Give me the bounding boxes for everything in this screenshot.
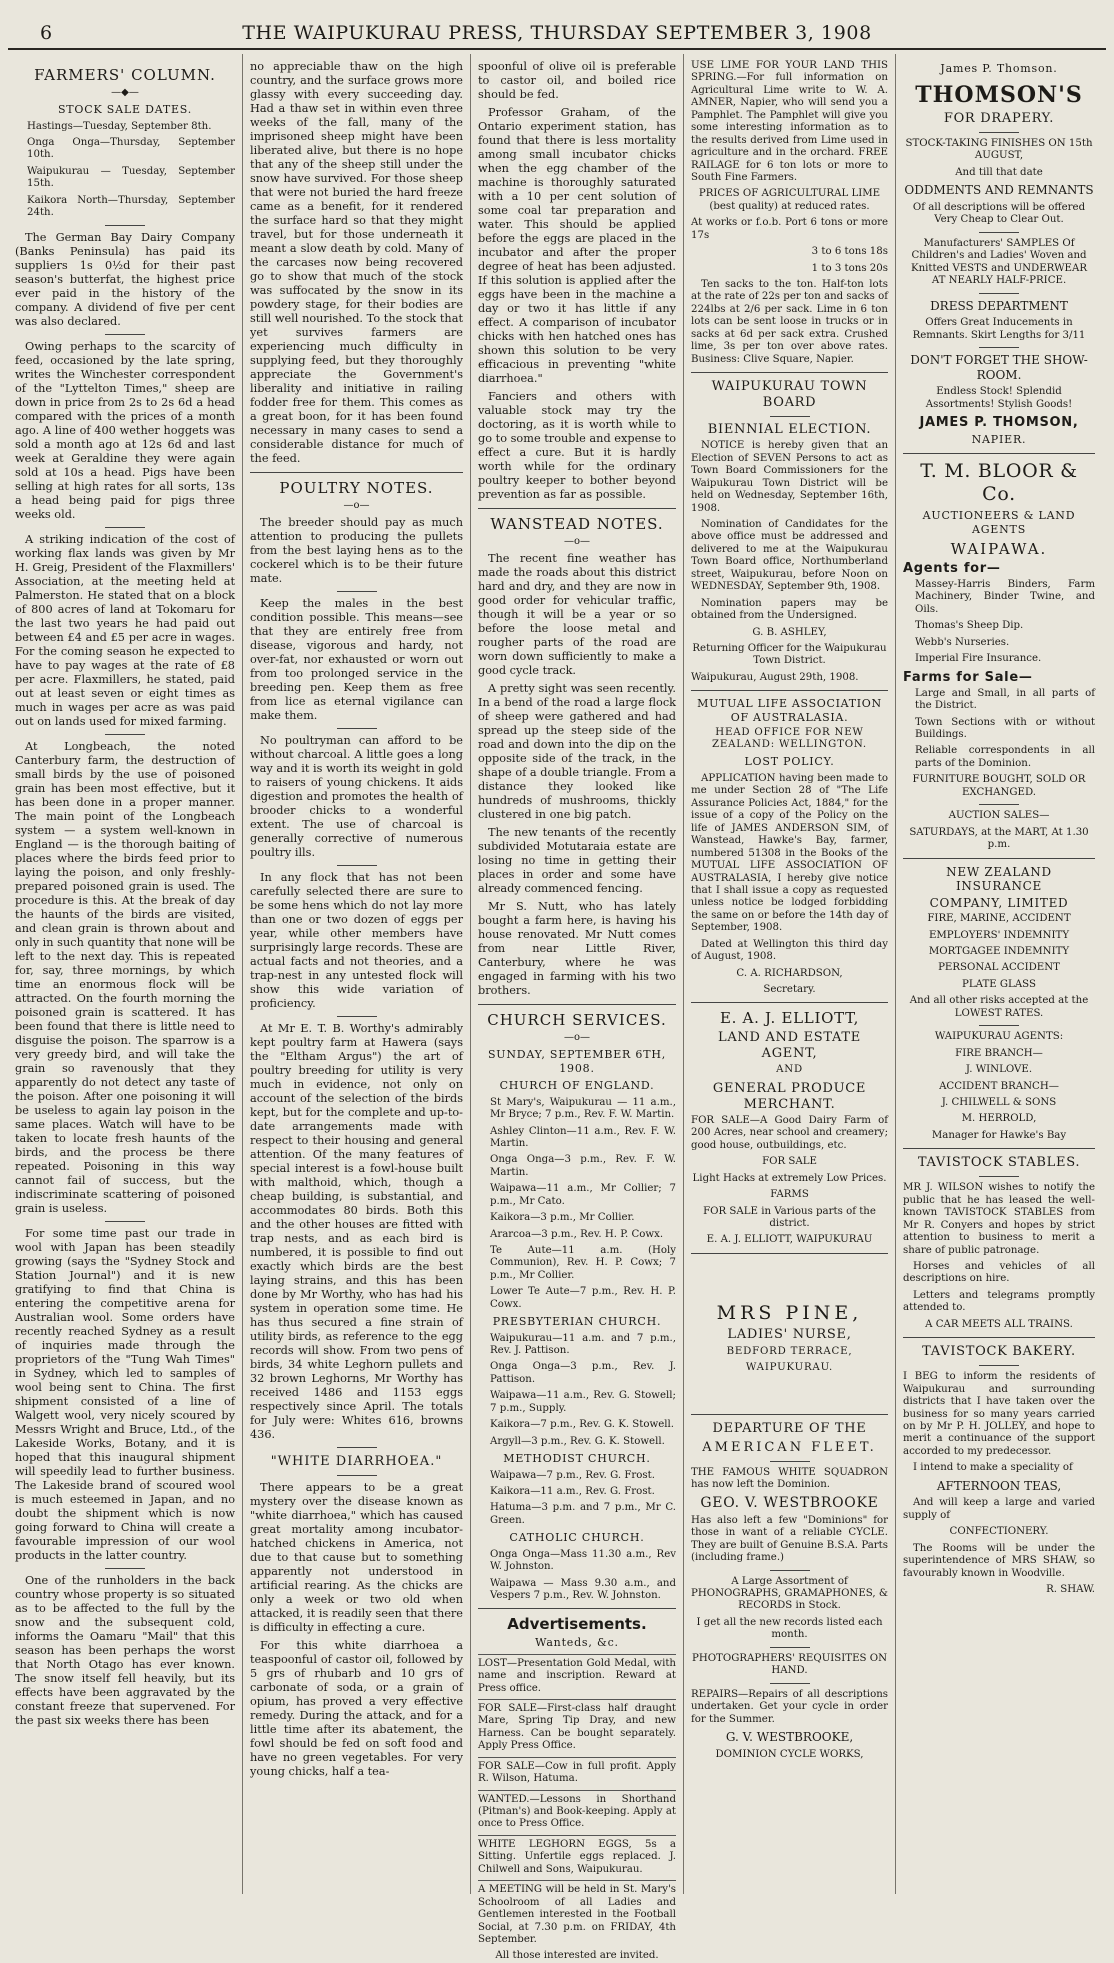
lime-price: 1 to 3 tons 20s <box>811 262 888 274</box>
divider <box>337 865 377 866</box>
ad-signature-works: DOMINION CYCLE WORKS, <box>715 1748 864 1760</box>
fleet-subheading: AMERICAN FLEET. <box>702 1439 877 1455</box>
ornament: —o— <box>343 499 370 511</box>
spacer <box>691 1378 888 1408</box>
service-line: Waipukurau—11 a.m. and 7 p.m., Rev. J. Pattison. <box>490 1332 676 1357</box>
columns <box>8 54 1106 1962</box>
mutual-life-heading: MUTUAL LIFE ASSOCIATION OF AUSTRALASIA. <box>697 697 882 724</box>
stock-date: Hastings—Tuesday, September 8th. <box>27 120 212 132</box>
thomson-ad <box>903 138 1095 411</box>
lost-policy-heading: LOST POLICY. <box>744 755 835 769</box>
ad-text: DRESS DEPARTMENT <box>930 298 1068 313</box>
ad-text: J. CHILWELL & SONS <box>941 1096 1057 1108</box>
article-paragraph: The recent fine weather has made the roads about this district hard and dry, and they are now in good order for vehicular traffic, though it will be a year or so before the loose metal and rougher parts of the road are worn down sufficiently to make a good cycle track. <box>478 551 676 677</box>
church-list <box>478 1079 676 1602</box>
tavistock-bakery-ad <box>903 1371 1095 1596</box>
notice-signatory-title: Returning Officer for the Waipukurau Town District. <box>692 642 887 667</box>
ornament: —o— <box>563 1031 591 1043</box>
article-paragraph: At Longbeach, the noted Canterbury farm, the destruction of small birds by the use of poisoned grain has been most effective, but it has been done in a proper manner. The main point of the Longbeach system — a system well-known in England — is the thorough baiting of places where the birds feed prior to laying the poison, and only freshly-prepared poisoned grain is used. The procedure is this. At the break of day the haunts of the birds are visited, and clean grain is thrown about and only in such quantity that none will be left to the next day. This is repeated for, say, three mornings, by which time an enormous flock will be attracted. On the fourth morning the poisoned grain is scattered. It has been found that there is little need to disguise the poison. The sparrow is a very greedy bird, and will take the grain so ravenously that they apparently do not detect any taste of the poison. After one poisoning it will be useless to again lay poison in the same places. Watch will have to be taken to locate fresh haunts of the birds, and the process be there repeated. Poisoning in this way cannot fail of success, but the indiscriminate scattering of poisoned grain is useless. <box>15 739 235 1215</box>
farms-list <box>903 688 1095 852</box>
divider <box>105 1568 145 1569</box>
ad-subheading: FARMS <box>770 1189 809 1201</box>
service-line: Ararcoa—3 p.m., Rev. H. P. Cowx. <box>490 1228 664 1240</box>
thomson-heading: THOMSON'S <box>915 81 1083 108</box>
cover-item: FIRE, MARINE, ACCIDENT <box>927 913 1071 925</box>
agency-item: Massey-Harris Binders, Farm Machinery, Binder Twine, and Oils. <box>915 578 1095 615</box>
article-paragraph: Mr S. Nutt, who has lately bought a farm here, is having his house renovated. Mr Nutt comes from near Little River, Canterbury, where he was engaged in farming with his two brothers. <box>478 899 676 997</box>
service-line: Waipawa — Mass 9.30 a.m., and Vespers 7 p.m., Rev. W. Johnston. <box>490 1577 676 1601</box>
divider <box>105 734 145 735</box>
ad-text: Horses and vehicles of all descriptions on hire. <box>903 1261 1095 1285</box>
service-line: Onga Onga—Mass 11.30 a.m., Rev W. Johnston. <box>490 1548 676 1573</box>
wanstead-notes-heading: WANSTEAD NOTES. <box>490 515 664 533</box>
westbrooke-ad <box>691 1467 888 1492</box>
cover-item: PLATE GLASS <box>962 978 1036 990</box>
classified-ad: FOR SALE—First-class half draught Mare, Spring Tip Dray, and new Harness. Can be bought separately. Apply Press Office. <box>478 1699 676 1753</box>
ad-text: SATURDAYS, at the MART, At 1.30 p.m. <box>909 826 1089 851</box>
column-5 <box>896 54 1102 1894</box>
article-paragraph: The breeder should pay as much attention to producing the pullets from the best laying hens as to the cockerel which is to be their future mate. <box>250 515 463 585</box>
notice-paragraph: APPLICATION having been made to me under Section 28 of "The Life Assurance Policies Act, 1884," for the issue of a copy of the Policy on the life of JAMES ANDERSON SIM, of Wanstead, Hawke's Bay, farmer, numbered 51308 in the Books of the MUTUAL LIFE ASSOCIATION OF AUSTRALASIA, I hereby give notice that I shall issue a copy as requested unless notice be lodged forbidding the same on or before the 14th day of September, 1908. <box>691 773 888 934</box>
divider <box>770 1683 810 1684</box>
service-line: Ashley Clinton—11 a.m., Rev. F. W. Martin. <box>490 1125 676 1149</box>
church-date: SUNDAY, SEPTEMBER 6TH, 1908. <box>487 1047 667 1075</box>
ad-text: M. HERROLD, <box>961 1113 1037 1125</box>
ad-text: And all other risks accepted at the LOWEST RATES. <box>909 995 1089 1019</box>
notice-paragraph: Nomination of Candidates for the above office must be addressed and delivered to me at the Waipukurau Town Board office, Northumberland street, Waipukurau, before Noon on WEDNESDAY, September 9th, 1908. <box>691 519 888 593</box>
divider <box>770 416 810 417</box>
article-paragraph: no appreciable thaw on the high country, and the surface grows more glassy with every succeeding day. Had a thaw set in within even three weeks of the fall, many of the imprisoned sheep might have been liberated alive, but there is no hope that any of the sheep still under the snow have survived. For those sheep that were not buried the hard freeze came as a benefit, for it rendered the surface hard so that they might travel, but for those underneath it meant a slow death by cold. Many of the carcases now being recovered go to show that much of the stock was suffocated by the snow in its powdery stage, for their bodies are still well nourished. To the stock that yet survives farmers are experiencing much difficulty in supplying feed, but they thoroughly appreciate the Government's liberality and initiative in railing fodder free for them. This comes as a great boon, for it has been found necessary in many cases to send a considerable distance for much of the feed. <box>250 60 463 465</box>
column-3 <box>471 54 684 1962</box>
ad-text: The Rooms will be under the superintendence of MRS SHAW, so favourably known in Woodville. <box>903 1542 1095 1579</box>
lime-ad <box>691 60 888 366</box>
ad-text: PHOTOGRAPHERS' REQUISITES ON HAND. <box>691 1652 888 1677</box>
bloor-waipawa: WAIPAWA. <box>950 540 1048 559</box>
divider <box>691 1253 888 1254</box>
divider <box>691 1414 888 1415</box>
ad-signature: G. V. WESTBROOKE, <box>725 1729 854 1744</box>
notice-signatory: G. B. ASHLEY, <box>752 626 827 638</box>
article-paragraph: The new tenants of the recently subdivided Motutaraia estate are losing no time in getting their places in order and some have already commenced fencing. <box>478 825 676 895</box>
elliott-ad <box>691 1115 888 1247</box>
ad-text: MR J. WILSON wishes to notify the public that he has leased the well-known TAVISTOCK STABLES from Mr R. Conyers and hopes by strict attention to business to merit a share of public patronage. <box>903 1182 1095 1256</box>
cover-item: PERSONAL ACCIDENT <box>938 962 1060 974</box>
cover-item: MORTGAGEE INDEMNITY <box>928 946 1070 958</box>
service-line: Waipawa—11 a.m., Mr Collier; 7 p.m., Mr Cato. <box>490 1183 676 1207</box>
divider <box>337 1016 377 1017</box>
thomson-owner: James P. Thomson. <box>940 62 1058 75</box>
divider <box>979 804 1019 805</box>
divider <box>337 591 377 592</box>
ad-text: Light Hacks at extremely Low Prices. <box>692 1172 887 1184</box>
lime-ad-text: USE LIME FOR YOUR LAND THIS SPRING.—For full information on Agricultural Lime write to W. A. AMNER, Napier, who will send you a Pamphlet. The Pamphlet will give you some interesting information as to the results derived from Lime used in agriculture and in the orchard. FREE RAILAGE for 6 ton lots or more to South Fine Farmers. <box>691 60 888 183</box>
ad-text: A Large Assortment of PHONOGRAPHS, GRAMAPHONES, & RECORDS in Stock. <box>691 1575 888 1612</box>
divider <box>979 347 1019 348</box>
article-paragraph: Keep the males in the best condition possible. This means—see that they are entirely free from disease, vigorous and hardy, not over-fat, nor exhausted or worn out from too prolonged service in the breeding pen. Keep them as free from lice as eternal vigilance can make them. <box>250 596 463 722</box>
divider <box>478 1004 676 1005</box>
nz-insurance-company: COMPANY, LIMITED <box>929 896 1069 911</box>
divider <box>770 1461 810 1462</box>
westbrooke-details <box>691 1515 888 1761</box>
service-line: Onga Onga—3 p.m., Rev. J. Pattison. <box>490 1361 676 1385</box>
mrs-pine-town: WAIPUKURAU. <box>745 1361 834 1373</box>
elliott-and: AND <box>776 1064 803 1076</box>
classified-ad-note: All those interested are invited. <box>495 1950 659 1962</box>
mutual-life-notice <box>691 773 888 996</box>
ad-text: J. WINLOVE. <box>965 1064 1033 1076</box>
lime-price: 3 to 6 tons 18s <box>811 246 888 258</box>
ad-text: And till that date <box>955 166 1043 178</box>
lime-price: At works or f.o.b. Port 6 tons or more 17s <box>691 217 888 241</box>
divider <box>979 293 1019 294</box>
article-paragraph: No poultryman can afford to be without charcoal. A little goes a long way and it is worth its weight in gold to raisers of young chickens. It aids digestion and promotes the health of brooder chicks to a wonderful extent. The use of charcoal is generally corrective of numerous poultry ills. <box>250 733 463 859</box>
stock-date: Waipukurau — Tuesday, September 15th. <box>27 165 235 190</box>
divider <box>770 1647 810 1648</box>
classified-ad: LOST—Presentation Gold Medal, with name and inscription. Reward at Press office. <box>478 1654 676 1695</box>
article-paragraph: A striking indication of the cost of working flax lands was given by Mr H. Greig, President of the Flaxmillers' Association, at the meeting held at Palmerston. He stated that on a block of 800 acres of land at Tokomaru for the last two years he had paid out between £4 and £5 per acre in wages. For the coming season he expected to have to pay wages at the rate of £8 per acre. Flaxmillers, he stated, paid out at least seven or eight times as much in wages per acre as was paid out on lands used for mixed farming. <box>15 532 235 728</box>
article-paragraph: Professor Graham, of the Ontario experiment station, has found that there is less mortality among small incubator chicks when the egg chamber of the machine is thoroughly saturated with a 10 per cent solution of some coal tar preparation and water. This should be applied before the eggs are placed in the incubator and after the proper degree of heat has been adjusted. If this solution is applied after the eggs have been in the machine a day or two it has little if any effect. A comparison of incubator chicks with hen hatched ones has shown this solution to be very efficacious in preventing "white diarrhoea." <box>478 106 676 385</box>
divider <box>770 1570 810 1571</box>
article-paragraph: In any flock that has not been carefully selected there are sure to be some hens which do not lay more than one or two dozen of eggs per year, while other members have surprisingly large records. These are actual facts and not theories, and a trap-nest in any untested flock will show this wide variation of proficiency. <box>250 870 463 1010</box>
thomson-subheading: FOR DRAPERY. <box>943 110 1055 126</box>
ad-text: WAIPUKURAU AGENTS: <box>934 1031 1064 1043</box>
town-board-heading: WAIPUKURAU TOWN BOARD <box>711 379 868 411</box>
article-paragraph: At Mr E. T. B. Worthy's admirably kept poultry farm at Hawera (says the "Eltham Argus") the art of poultry breeding for utility is very much in evidence, not only on account of the selection of the birds kept, but for the complete and up-to-date arrangements made with respect to their housing and general attention. Of the many features of special interest is a fowl-house built with malthoid, which, though a cheap building, is substantial, and accommodates 80 birds. Both this and the other houses are fitted with trap nests, and as each bird is numbered, it is possible to find out exactly which birds are the best laying strains, and this has been done by Mr Worthy, who has had his system in operation some time. He has thus secured a fine strain of utility birds, as reference to the egg records will show. From two pens of birds, 34 white Leghorn pullets and 32 brown Leghorns, Mr Worthy has received 1486 and 1153 eggs respectively since April. The totals for July were: Whites 616, browns 436. <box>250 1021 463 1441</box>
article-paragraph: Owing perhaps to the scarcity of feed, occasioned by the late spring, writes the Winchester correspondent of the "Lyttelton Times," sheep are down in price from 2s to 2s 6d a head compared with the prices of a month ago. A line of 400 wether hoggets was sold a month ago at 12s 6d and last week at Geraldine they were again sold at 10s a head. Pigs have been selling at high rates for all sorts, 13s a head being paid for pigs three weeks old. <box>15 339 235 521</box>
farm-item: Town Sections with or without Buildings. <box>915 716 1095 741</box>
classified-ad: FOR SALE—Cow in full profit. Apply R. Wilson, Hatuma. <box>478 1757 676 1786</box>
agents-heading: Agents for— <box>903 560 1001 576</box>
ad-text: FOR SALE—A Good Dairy Farm of 200 Acres, near school and creamery; good house, outbuildings, etc. <box>691 1114 888 1151</box>
mrs-pine-heading: MRS PINE, <box>716 1301 863 1324</box>
tavistock-stables-heading: TAVISTOCK STABLES. <box>917 1155 1081 1171</box>
notice-paragraph: Nomination papers may be obtained from the Undersigned. <box>691 597 888 622</box>
ad-text: And will keep a large and varied supply of <box>903 1497 1095 1521</box>
classified-ad: WANTED.—Lessons in Shorthand (Pitman's) and Book-keeping. Apply at once to Press Office. <box>478 1790 676 1831</box>
spacer <box>691 1260 888 1300</box>
stock-sale-list <box>15 121 235 220</box>
ad-text: FOR SALE in Various parts of the district. <box>703 1205 876 1229</box>
divider <box>105 1221 145 1222</box>
article-paragraph: For this white diarrhoea a teaspoonful of castor oil, followed by 5 grs of rhubarb and 10 grs of carbonate of soda, or a grain of opium, has proved a very effective remedy. During the attack, and for a little time after its abatement, the fowl should be fed on soft food and have no green vegetables. For very young chicks, half a tea- <box>250 1639 463 1779</box>
ad-text: Manager for Hawke's Bay <box>931 1129 1067 1141</box>
fleet-heading: DEPARTURE OF THE <box>712 1421 867 1437</box>
agency-item: Thomas's Sheep Dip. <box>915 620 1024 632</box>
service-line: Kaikora—11 a.m., Rev. G. Frost. <box>490 1485 655 1497</box>
church-services-heading: CHURCH SERVICES. <box>487 1010 667 1029</box>
ad-text: FURNITURE BOUGHT, SOLD OR EXCHANGED. <box>912 774 1086 798</box>
classified-ad: WHITE LEGHORN EGGS, 5s a Sitting. Unfertile eggs replaced. J. Chilwell and Sons, Waipukurau. <box>478 1835 676 1876</box>
ad-text: Of all descriptions will be offered Very Cheap to Clear Out. <box>912 201 1086 226</box>
ad-signature: E. A. J. ELLIOTT, WAIPUKURAU <box>706 1234 873 1246</box>
church-title: CHURCH OF ENGLAND. <box>499 1079 655 1093</box>
divider <box>979 232 1019 233</box>
agency-item: Webb's Nurseries. <box>915 636 1010 648</box>
divider <box>337 728 377 729</box>
ad-text: ACCIDENT BRANCH— <box>939 1080 1059 1092</box>
article-paragraph: One of the runholders in the back country whose property is so situated as to be affected to the full by the snow and the subsequent cold, informs the Oamaru "Mail" that this season has been perhaps the worst that North Otago has ever known. The snow itself fell heavily, but its effects have been aggravated by the constant freeze that supervened. For the past six weeks there has been <box>15 1573 235 1727</box>
divider <box>903 858 1095 859</box>
service-line: Waipawa—7 p.m., Rev. G. Frost. <box>490 1469 655 1481</box>
divider <box>979 1025 1019 1026</box>
ad-text: A CAR MEETS ALL TRAINS. <box>925 1318 1073 1330</box>
farm-item: Large and Small, in all parts of the District. <box>915 687 1095 712</box>
column-4 <box>684 54 896 1894</box>
mrs-pine-subheading: LADIES' NURSE, <box>727 1327 852 1343</box>
divider <box>979 1176 1019 1177</box>
biennial-election-heading: BIENNIAL ELECTION. <box>707 422 872 438</box>
farm-item: Reliable correspondents in all parts of the Dominion. <box>915 745 1095 769</box>
ad-subheading: FOR SALE <box>762 1156 817 1168</box>
service-line: Onga Onga—3 p.m., Rev. F. W. Martin. <box>490 1154 676 1178</box>
divider <box>979 132 1019 133</box>
service-line: Hatuma—3 p.m. and 7 p.m., Mr C. Green. <box>490 1502 676 1526</box>
ad-text: I get all the new records listed each month. <box>696 1616 883 1641</box>
article-paragraph: There appears to be a great mystery over the disease known as "white diarrhoea," which has caused great mortality among incubator-hatched chickens in America, not due to that cause but to something apparently not understood in artificial rearing. As the chicks are only a week or two old when attacked, it is readily seen that there is difficulty in effecting a cure. <box>250 1481 463 1635</box>
ad-text: AFTERNOON TEAS, <box>936 1478 1062 1493</box>
ad-text: STOCK-TAKING FINISHES ON 15th AUGUST, <box>905 138 1093 162</box>
bloor-heading: T. M. BLOOR & Co. <box>920 459 1078 506</box>
thomson-napier: NAPIER. <box>971 433 1027 447</box>
agency-item: Imperial Fire Insurance. <box>915 653 1042 665</box>
divider <box>105 527 145 528</box>
church-title: CATHOLIC CHURCH. <box>509 1531 645 1545</box>
church-title: METHODIST CHURCH. <box>503 1452 651 1466</box>
divider <box>691 372 888 373</box>
notice-date: Waipukurau, August 29th, 1908. <box>691 671 859 683</box>
insurance-ad <box>903 913 1095 1142</box>
tavistock-bakery-heading: TAVISTOCK BAKERY. <box>922 1344 1076 1360</box>
lime-price: Ten sacks to the ton. Half-ton lots at the rate of 22s per ton and sacks of 224lbs at 2/6 per sack. Lime in 6 ton lots can be sent loose in trucks or in sacks at 6d per sack extra. Crushed lime, 3s per ton over above rates. Business: Clive Square, Napier. <box>691 279 888 365</box>
elliott-heading: E. A. J. ELLIOTT, <box>719 1009 860 1028</box>
notice-paragraph: NOTICE is hereby given that an Election of SEVEN Persons to act as Town Board Commissioners for the Waipukurau Town District will be held on Wednesday, September 16th, 1908. <box>691 440 888 514</box>
farms-heading: Farms for Sale— <box>903 669 1033 685</box>
ad-text: I intend to make a speciality of <box>913 1462 1073 1474</box>
service-line: Waipawa—11 a.m., Rev. G. Stowell; 7 p.m., Supply. <box>490 1390 676 1414</box>
divider <box>903 453 1095 454</box>
ad-text: CONFECTIONERY. <box>949 1526 1049 1538</box>
article-paragraph: The German Bay Dairy Company (Banks Peninsula) has paid its suppliers 1s 0½d for their past season's butterfat, the highest price ever paid in the history of the company. A dividend of five per cent was also declared. <box>15 230 235 328</box>
elliott-subheading: LAND AND ESTATE AGENT, <box>718 1030 861 1062</box>
divider <box>903 1337 1095 1338</box>
ad-text: FIRE BRANCH— <box>955 1047 1043 1059</box>
ad-signature: R. SHAW. <box>1046 1584 1095 1596</box>
divider <box>691 690 888 691</box>
ad-text: DON'T FORGET THE SHOW-ROOM. <box>910 353 1088 382</box>
westbrooke-heading: GEO. V. WESTBROOKE <box>700 1495 879 1512</box>
service-line: Kaikora—7 p.m., Rev. G. K. Stowell. <box>490 1419 675 1431</box>
lime-prices-title: PRICES OF AGRICULTURAL LIME (best quality) at reduced rates. <box>698 188 881 212</box>
classified-ads <box>478 1654 676 1963</box>
divider <box>337 1447 377 1448</box>
poultry-notes-heading: POULTRY NOTES. <box>279 479 434 497</box>
stock-sale-title: STOCK SALE DATES. <box>57 102 193 116</box>
masthead <box>8 22 1106 50</box>
divider <box>691 1002 888 1003</box>
divider <box>337 1475 377 1476</box>
ornament: —◆— <box>111 86 139 98</box>
divider <box>979 1365 1019 1366</box>
advertisements-heading: Advertisements. <box>507 1615 647 1634</box>
mrs-pine-address: BEDFORD TERRACE, <box>726 1345 853 1357</box>
notice-signatory-title: Secretary. <box>763 984 816 996</box>
wanteds-subheading: Wanteds, &c. <box>535 1636 619 1649</box>
divider <box>478 1608 676 1609</box>
service-line: St Mary's, Waipukurau — 11 a.m., Mr Bryce; 7 p.m., Rev. F. W. Martin. <box>490 1096 676 1121</box>
white-diarrhoea-heading: "WHITE DIARRHOEA." <box>270 1453 443 1469</box>
divider <box>478 508 676 509</box>
ad-text: Endless Stock! Splendid Assortments! Stylish Goods! <box>925 386 1073 410</box>
town-board-notice <box>691 440 888 684</box>
nz-insurance-heading: NEW ZEALAND INSURANCE <box>946 864 1052 894</box>
article-paragraph: Fanciers and others with valuable stock may try the doctoring, as it is worth while to go to some trouble and expense to effect a cure. But it is hardly worth while for the ordinary poultry keeper to bother beyond prevention as far as possible. <box>478 390 676 501</box>
tavistock-stables-ad <box>903 1182 1095 1331</box>
notice-paragraph: Dated at Wellington this third day of August, 1908. <box>691 938 888 963</box>
cover-item: EMPLOYERS' INDEMNITY <box>928 929 1070 941</box>
thomson-signature: JAMES P. THOMSON, <box>919 415 1079 431</box>
column-2 <box>243 54 471 1894</box>
mutual-life-office: HEAD OFFICE FOR NEW ZEALAND: WELLINGTON. <box>712 726 867 750</box>
service-line: Argyll—3 p.m., Rev. G. K. Stowell. <box>490 1435 665 1447</box>
service-line: Lower Te Aute—7 p.m., Rev. H. P. Cowx. <box>490 1286 676 1310</box>
ad-text: THE FAMOUS WHITE SQUADRON has now left the Dominion. <box>691 1466 888 1491</box>
ad-text: ODDMENTS AND REMNANTS <box>904 183 1094 198</box>
ad-text: Manufacturers' SAMPLES Of Children's and Ladies' Woven and Knitted VESTS and UNDERWEAR AT NEARLY HALF-PRICE. <box>910 237 1088 287</box>
newspaper-title: THE WAIPUKURAU PRESS, THURSDAY SEPTEMBER 3, 1908 <box>242 22 872 44</box>
article-paragraph: For some time past our trade in wool with Japan has been steadily growing (says the "Sydney Stock and Station Journal") and it is new gratifying to find that China is entering the competitive arena for Australian wool. Some orders have recently reached Sydney as a result of inquiries made through the proprietors of the "Tung Wah Times" in Sydney, which led to samples of wool being sent to China. The first shipment consisted of a line of Walgett wool, very nicely scoured by Messrs Wright and Bruce, Ltd., of the Lakeside Works, Botany, and it is hoped that this inaugural shipment will speedily lead to further business. The Lakeside brand of scoured wool is much esteemed in Japan, and no doubt the shipment which is now going forward to China will create a favourable impression of our wool products in the latter country. <box>15 1226 235 1562</box>
church-title: PRESBYTERIAN CHURCH. <box>492 1315 662 1329</box>
ad-text: I BEG to inform the residents of Waipukurau and surrounding districts that I have taken over the business for so many years carried on by Mr P. H. JOLLEY, and hope to merit a continuance of the support accorded to my predecessor. <box>903 1371 1095 1457</box>
ornament: —o— <box>563 535 591 547</box>
article-paragraph: spoonful of olive oil is preferable to castor oil, and boiled rice should be fed. <box>478 60 676 101</box>
divider <box>250 472 463 473</box>
agents-list <box>903 579 1095 666</box>
farmers-column-heading: FARMERS' COLUMN. <box>34 66 216 84</box>
article-paragraph: A pretty sight was seen recently. In a bend of the road a large flock of sheep were gathered and had spread up the steep side of the road and down into the dip on the opposite side of the track, in the shape of a double triangle. From a distance they looked like hundreds of mushrooms, thickly clustered in one big patch. <box>478 681 676 821</box>
classified-ad: A MEETING will be held in St. Mary's Schoolroom of all Ladies and Gentlemen interested in the Football Social, at 7.30 p.m. on FRIDAY, 4th September. <box>478 1880 676 1946</box>
stock-date: Kaikora North—Thursday, September 24th. <box>27 194 235 219</box>
ad-text: REPAIRS—Repairs of all descriptions undertaken. Get your cycle in order for the Summer. <box>691 1688 888 1725</box>
page-number: 6 <box>40 22 53 44</box>
bloor-subheading: AUCTIONEERS & LAND AGENTS <box>922 509 1076 536</box>
divider <box>903 1148 1095 1149</box>
divider <box>105 334 145 335</box>
column-1 <box>8 54 243 1894</box>
service-line: Kaikora—3 p.m., Mr Collier. <box>490 1212 635 1224</box>
ad-text: AUCTION SALES— <box>948 810 1050 822</box>
ad-text: Has also left a few "Dominions" for those in want of a reliable CYCLE. They are built of Genuine B.S.A. Parts (including frame.) <box>691 1514 888 1564</box>
elliott-subheading-2: GENERAL PRODUCE MERCHANT. <box>712 1080 867 1112</box>
service-line: Te Aute—11 a.m. (Holy Communion), Rev. H. P. Cowx; 7 p.m., Mr Collier. <box>490 1245 676 1281</box>
stock-date: Onga Onga—Thursday, September 10th. <box>27 137 235 161</box>
ad-text: Letters and telegrams promptly attended to. <box>903 1289 1095 1314</box>
ad-text: Offers Great Inducements in Remnants. Skirt Lengths for 3/11 <box>912 317 1086 341</box>
notice-signatory: C. A. RICHARDSON, <box>736 967 843 979</box>
divider <box>105 225 145 226</box>
